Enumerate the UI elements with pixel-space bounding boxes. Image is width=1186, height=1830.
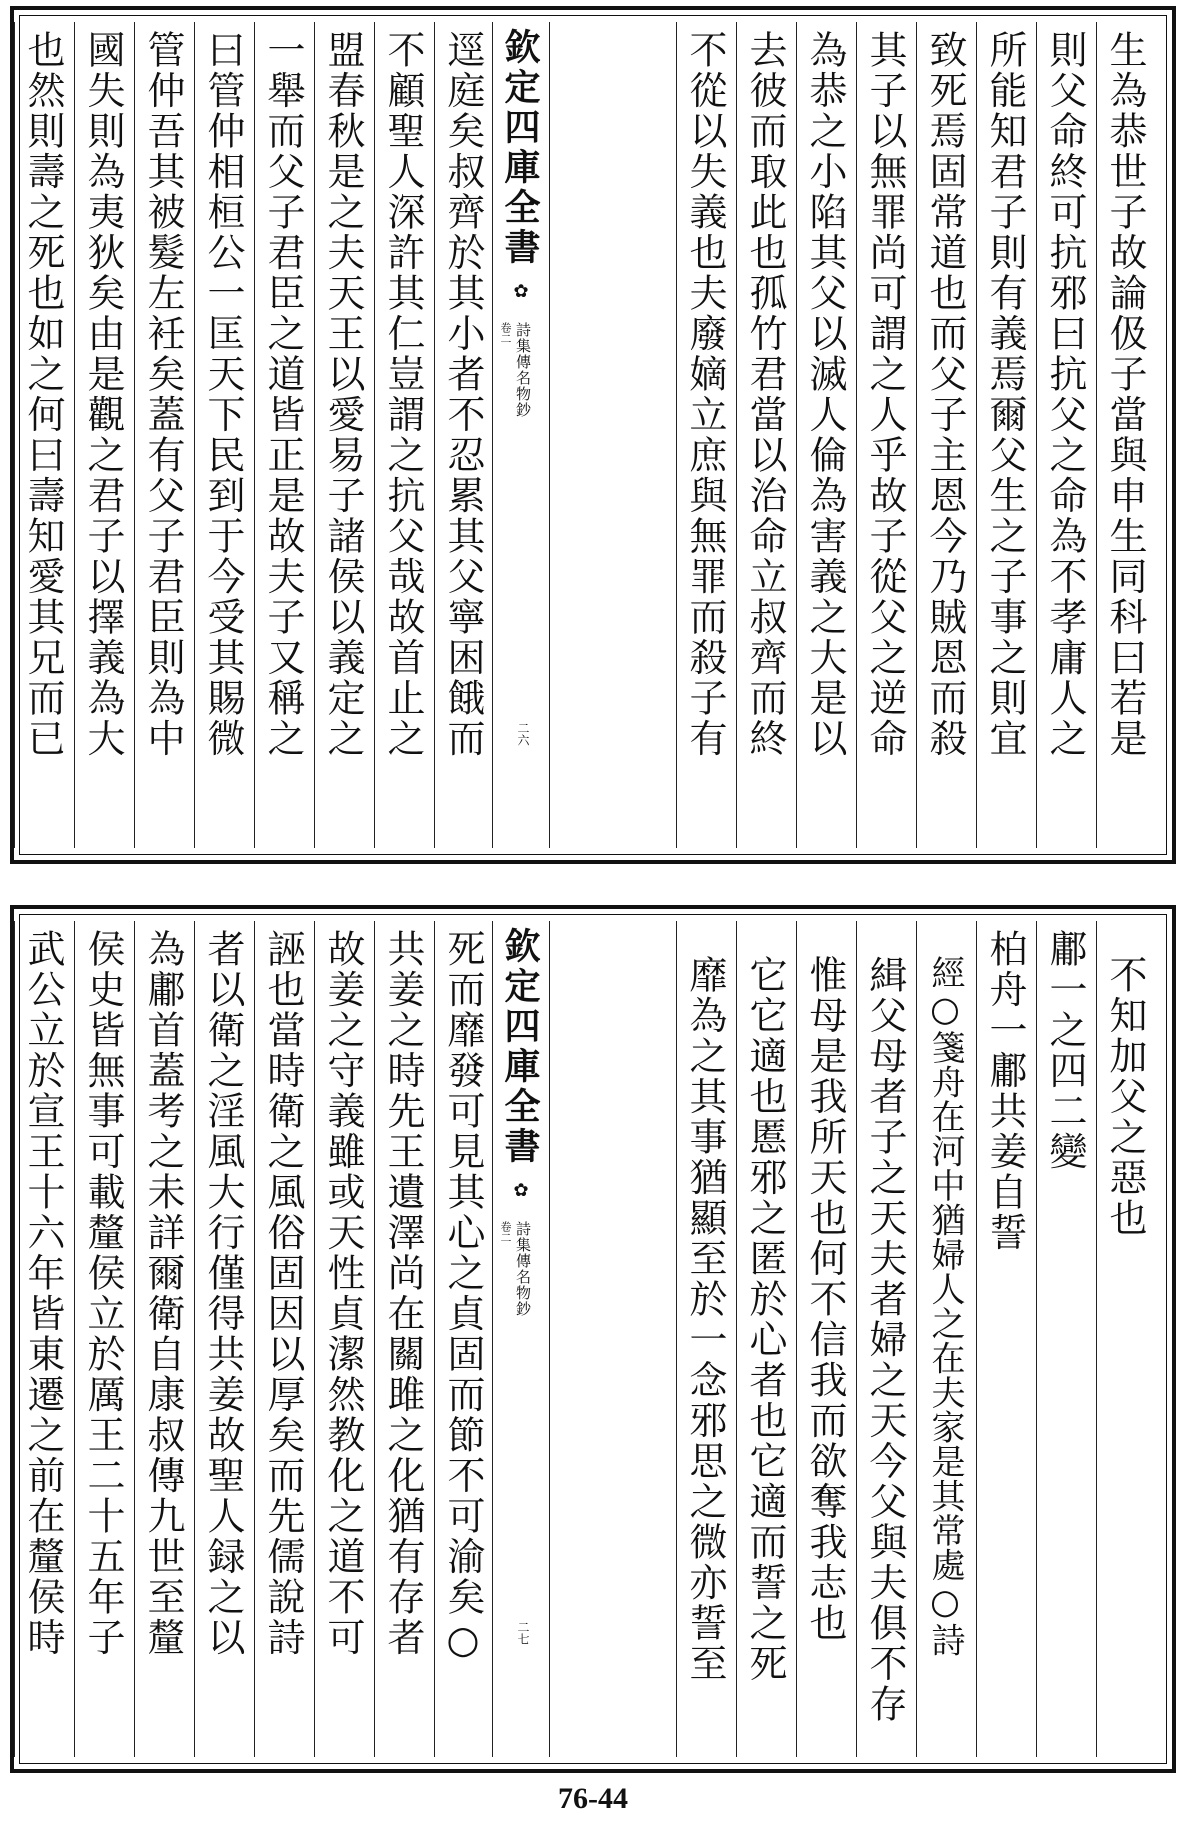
text-column xyxy=(434,22,492,848)
text-column xyxy=(254,22,312,848)
column-text: 共姜之時先王遺澤尚在關雎之化猶有存者 xyxy=(381,929,425,1658)
text-column xyxy=(1096,22,1154,848)
column-text: 盟春秋是之夫天王以愛易子諸侯以義定之 xyxy=(321,30,365,759)
text-column xyxy=(736,22,794,848)
text-column xyxy=(254,921,312,1757)
column-text: 柏舟一鄘共姜自誓 xyxy=(983,929,1027,1253)
text-column xyxy=(314,22,372,848)
volume-label: 卷二 xyxy=(499,322,512,344)
text-column xyxy=(856,22,914,848)
column-text: 去彼而取此也孤竹君當以治命立叔齊而終 xyxy=(743,30,787,759)
column-text: 不知加父之惡也 xyxy=(1103,955,1147,1239)
column-text: 靡為之其事猶顯至於一念邪思之微亦誓至 xyxy=(683,955,727,1684)
column-text: 者以衛之淫風大行僅得共姜故聖人録之以 xyxy=(201,929,245,1658)
leaf-number: 二六 xyxy=(516,722,530,746)
fish-tail-ornament-icon: ✿ xyxy=(513,1180,529,1201)
fish-tail-ornament-icon: ✿ xyxy=(513,281,529,302)
collection-title: 欽定四庫全書 xyxy=(499,927,541,1167)
column-text: 則父命終可抗邪曰抗父之命為不孝庸人之 xyxy=(1043,30,1087,759)
text-column xyxy=(194,22,252,848)
text-column xyxy=(856,921,914,1757)
volume-label: 卷二 xyxy=(499,1221,512,1243)
text-column xyxy=(14,22,72,848)
text-column xyxy=(916,921,974,1757)
text-column xyxy=(1036,22,1094,848)
text-column xyxy=(74,921,132,1757)
fold-column xyxy=(492,921,550,1757)
text-column xyxy=(194,921,252,1757)
text-column xyxy=(134,921,192,1757)
text-column xyxy=(676,921,734,1757)
text-column xyxy=(374,921,432,1757)
column-text: 所能知君子則有義焉爾父生之子事之則宜 xyxy=(983,30,1027,759)
text-column xyxy=(976,22,1034,848)
text-column xyxy=(134,22,192,848)
column-text: 管仲吾其被髮左衽矣蓋有父子君臣則為中 xyxy=(141,30,185,759)
column-text: 也然則壽之死也如之何曰壽知愛其兄而已 xyxy=(21,30,65,759)
text-column xyxy=(916,22,974,848)
text-column xyxy=(736,921,794,1757)
text-column xyxy=(374,22,432,848)
book-title: 詩集傳名物鈔 xyxy=(514,322,532,418)
bottom-page xyxy=(10,905,1176,1773)
column-text: 曰管仲相桓公一匡天下民到于今受其賜微 xyxy=(201,30,245,759)
collection-title: 欽定四庫全書 xyxy=(499,28,541,268)
page-number: 76-44 xyxy=(558,1782,628,1815)
fold-column xyxy=(492,22,550,848)
column-text: 生為恭世子故論伋子當與申生同科曰若是 xyxy=(1103,30,1147,759)
column-text: 故姜之守義雖或天性貞潔然教化之道不可 xyxy=(321,929,365,1658)
text-column xyxy=(796,921,854,1757)
column-text: 為鄘首蓋考之未詳爾衛自康叔傳九世至釐 xyxy=(141,929,185,1658)
column-text: 不顧聖人深許其仁豈謂之抗父哉故首止之 xyxy=(381,30,425,759)
text-column xyxy=(1096,921,1154,1757)
column-text: 惟母是我所天也何不信我而欲奪我志也 xyxy=(803,955,847,1644)
column-text: 致死焉固常道也而父子主恩今乃賊恩而殺 xyxy=(923,30,967,759)
column-text: 一舉而父子君臣之道皆正是故夫子又稱之 xyxy=(261,30,305,759)
text-column xyxy=(676,22,734,848)
top-page xyxy=(10,6,1176,864)
column-text: 鄘一之四二變 xyxy=(1043,929,1087,1172)
text-column xyxy=(434,921,492,1757)
column-text: 經○箋舟在河中猶婦人之在夫家是其常處○詩 xyxy=(925,955,965,1657)
leaf-number: 二七 xyxy=(516,1621,530,1645)
column-text: 死而靡發可見其心之貞固而節不可渝矣○ xyxy=(441,929,485,1664)
column-text: 武公立於宣王十六年皆東遷之前在釐侯時 xyxy=(21,929,65,1658)
column-text: 侯史皆無事可載釐侯立於厲王二十五年子 xyxy=(81,929,125,1658)
text-column xyxy=(796,22,854,848)
book-title: 詩集傳名物鈔 xyxy=(514,1221,532,1317)
column-text: 它它適也慝邪之匿於心者也它適而誓之死 xyxy=(743,955,787,1684)
column-text: 不從以失義也夫廢嫡立庶與無罪而殺子有 xyxy=(683,30,727,759)
text-column xyxy=(74,22,132,848)
text-column xyxy=(14,921,72,1757)
text-column xyxy=(1036,921,1094,1757)
column-text: 緝父母者子之天夫者婦之天今父與夫俱不存 xyxy=(863,955,907,1725)
column-text: 誣也當時衛之風俗固因以厚矣而先儒說詩 xyxy=(261,929,305,1658)
column-text: 國失則為夷狄矣由是觀之君子以擇義為大 xyxy=(81,30,125,759)
column-text: 逕庭矣叔齊於其小者不忍累其父寧困餓而 xyxy=(441,30,485,759)
text-column xyxy=(314,921,372,1757)
text-column xyxy=(976,921,1034,1757)
column-text: 其子以無罪尚可謂之人乎故子從父之逆命 xyxy=(863,30,907,759)
column-text: 為恭之小陷其父以滅人倫為害義之大是以 xyxy=(803,30,847,759)
